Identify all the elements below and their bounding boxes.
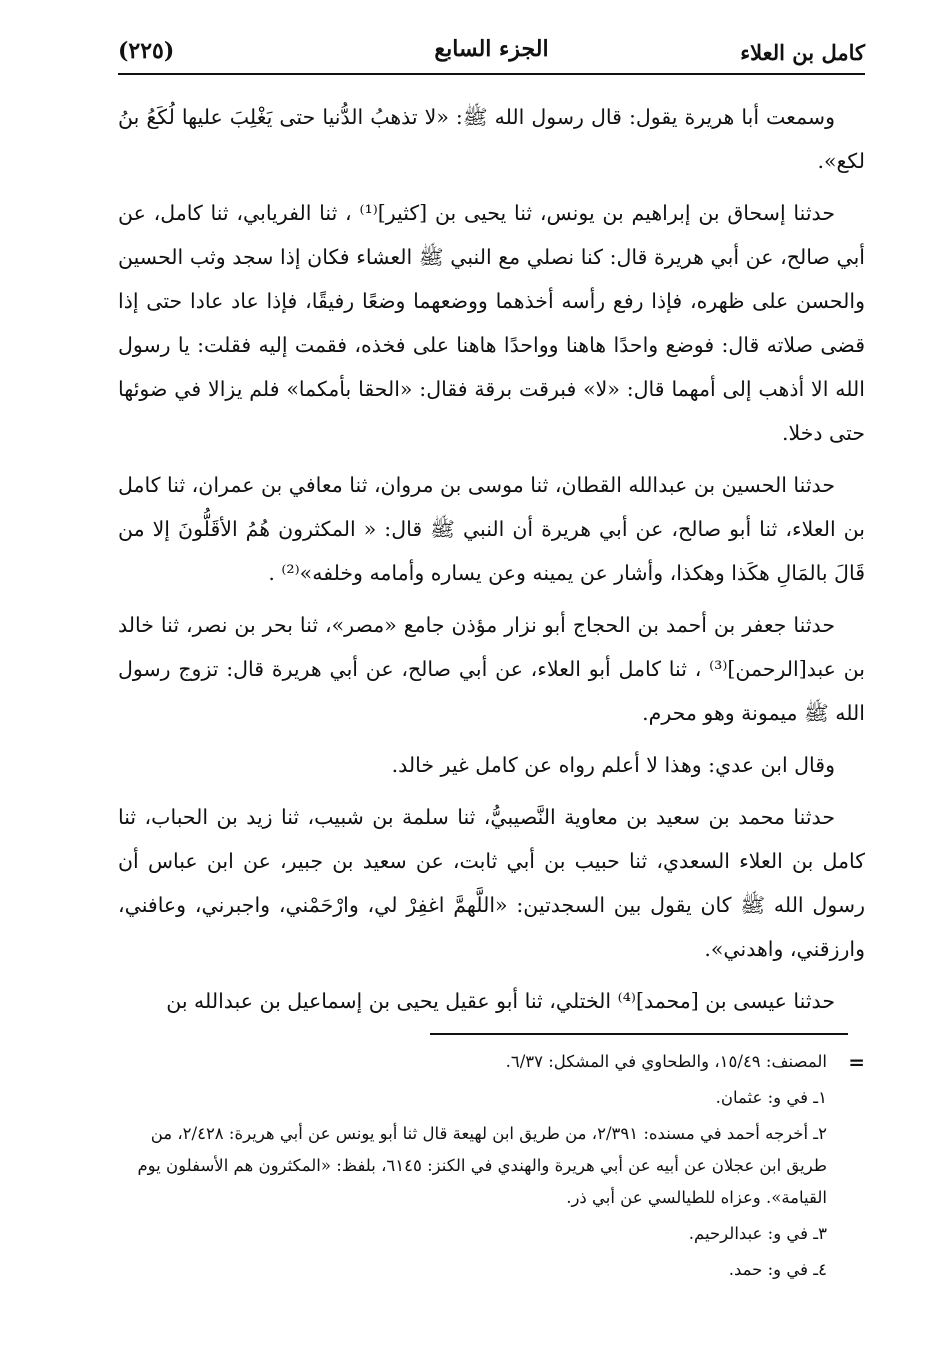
- footnote-item: ٣ـ في و: عبدالرحيم.: [688, 1224, 827, 1243]
- page-number: (٢٢٥): [118, 38, 175, 64]
- page-header: [118, 30, 865, 70]
- paragraph: حدثنا جعفر بن أحمد بن الحجاج أبو نزار مؤذن جامع «مصر»، ثنا بحر بن نصر، ثنا خالد بن عبد[الرحمن]⁽³⁾ ، ثنا كامل أبو العلاء، عن أبي صالح، عن أبي هريرة قال: تزوج رسول الله ﷺ ميمونة وهو محرم.: [118, 613, 865, 725]
- footnote-rule: [430, 1033, 848, 1035]
- paragraph: وقال ابن عدي: وهذا لا أعلم رواه عن كامل غير خالد.: [391, 753, 835, 777]
- footnotes: [118, 1046, 865, 1290]
- header-rule: [118, 73, 865, 75]
- footnote-item: ٤ـ في و: حمد.: [728, 1260, 827, 1279]
- footnote-item: ١ـ في و: عثمان.: [715, 1088, 827, 1107]
- running-title: كامل بن العلاء: [740, 40, 865, 65]
- main-text: [118, 95, 865, 1031]
- paragraph: حدثنا عيسى بن [محمد]⁽⁴⁾ الختلي، ثنا أبو عقيل يحيى بن إسماعيل بن عبدالله بن: [166, 989, 835, 1013]
- footnote-continuation-text: المصنف: ١٥/٤٩، والطحاوي في المشكل: ٦/٣٧.: [505, 1052, 827, 1071]
- part-title: الجزء السابع: [434, 36, 549, 62]
- footnote-item: ٢ـ أخرجه أحمد في مسنده: ٢/٣٩١، من طريق ابن لهيعة قال ثنا أبو يونس عن أبي هريرة: ٢/٤٢٨، من طريق ابن عجلان عن أبيه عن أبي هريرة والهندي في الكنز: ٦١٤٥، بلفظ: «المكثرون هم الأسفلون يوم القيامة». وعزاه للطيالسي عن أبي ذر.: [137, 1124, 827, 1207]
- paragraph: وسمعت أبا هريرة يقول: قال رسول الله ﷺ: «لا تذهبُ الدُّنيا حتى يَغْلِبَ عليها لُكَعُ بنُ لكع».: [118, 105, 865, 173]
- paragraph: حدثنا الحسين بن عبدالله القطان، ثنا موسى بن مروان، ثنا معافي بن عمران، ثنا كامل بن العلاء، ثنا أبو صالح، عن أبي هريرة أن النبي ﷺ قال: « المكثرون هُمُ الأقَلُّونَ إلا من قَالَ بالمَالِ هكَذا وهكذا، وأشار عن يمينه وعن يساره وأمامه وخلفه»⁽²⁾ .: [117, 473, 865, 585]
- paragraph: حدثنا محمد بن سعيد بن معاوية النَّصيبيُّ، ثنا سلمة بن شبيب، ثنا زيد بن الحباب، ثنا كامل بن العلاء السعدي، ثنا حبيب بن أبي ثابت، عن سعيد بن جبير، عن ابن عباس أن رسول الله ﷺ كان يقول بين السجدتين: «اللَّهمَّ اغفِرْ لي، وارْحَمْني، واجبرني، وعافني، وارزقني، واهدني».: [118, 805, 865, 961]
- footnote-continuation: [118, 1046, 865, 1078]
- continuation-marker: =: [848, 1050, 865, 1074]
- paragraph: حدثنا إسحاق بن إبراهيم بن يونس، ثنا يحيى بن [كثير]⁽¹⁾ ، ثنا الفريابي، ثنا كامل، عن أبي صالح، عن أبي هريرة قال: كنا نصلي مع النبي ﷺ العشاء فكان إذا سجد وثب الحسين والحسن على ظهره، فإذا رفع رأسه أخذهما ووضعهما وضعًا رفيقًا، فإذا عاد عادا حتى إذا قضى صلاته قال: فوضع واحدًا هاهنا وواحدًا هاهنا على فخذه، فقمت إليه فقلت: يا رسول الله الا أذهب إلى أمهما قال: «لا» فبرقت برقة فقال: «الحقا بأمكما» فلم يزالا في ضوئها حتى دخلا.: [118, 201, 865, 445]
